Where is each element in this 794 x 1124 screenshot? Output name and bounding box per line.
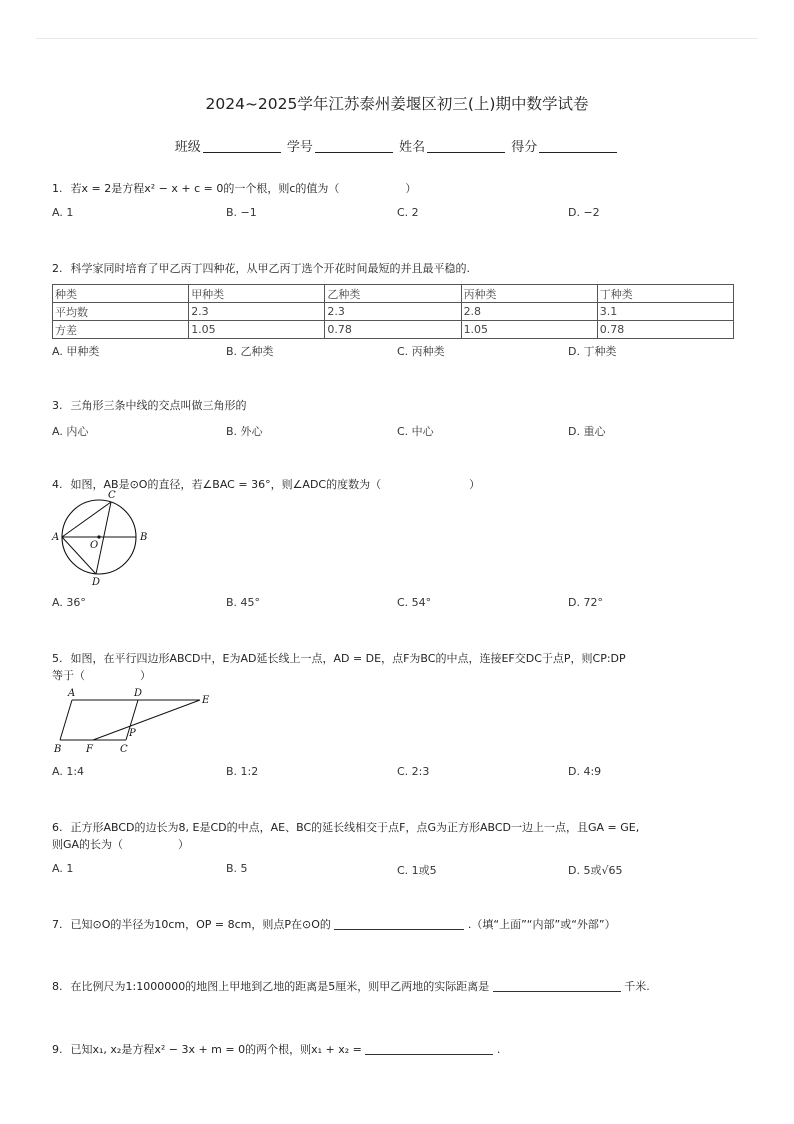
parallelogram-diagram: [50, 686, 220, 758]
q2-option-a[interactable]: A. 甲种类: [52, 345, 100, 358]
q5-option-a[interactable]: A. 1:4: [52, 765, 85, 778]
table-row: [53, 303, 734, 321]
question-2: 2. 科学家同时培育了甲乙丙丁四种花，从甲乙丙丁选个开花时间最短的并且最平稳的.: [52, 262, 470, 275]
question-6-text-line2: 则GA的长为（ ）: [52, 838, 190, 851]
question-1-text: 若x = 2是方程x² − x + c = 0的一个根，则c的值为（ ）: [70, 182, 417, 195]
question-8-text-after: 千米.: [624, 980, 650, 993]
point-d-label: D: [92, 577, 101, 588]
student-info-line: [0, 136, 794, 155]
point-c-label: C: [108, 490, 116, 501]
class-blank[interactable]: [203, 140, 281, 153]
table-cell: 乙种类: [325, 285, 461, 303]
q3-option-d[interactable]: D. 重心: [568, 425, 606, 438]
question-5-line2: [52, 667, 151, 683]
q4-option-d[interactable]: D. 72°: [568, 596, 603, 609]
table-cell: 种类: [53, 285, 189, 303]
top-rule: [36, 38, 758, 39]
question-5-text-line2: 等于（ ）: [52, 669, 151, 682]
q6-option-b[interactable]: B. 5: [226, 862, 248, 875]
name-label: 姓名: [399, 140, 426, 155]
question-5-text-line1: 如图，在平行四边形ABCD中，E为AD延长线上一点，AD = DE，点F为BC的中点，连接EF交DC于点P，则CP:DP: [70, 652, 626, 665]
table-cell: 0.78: [597, 321, 733, 339]
flower-data-table: [52, 284, 734, 339]
question-1: 1. 若x = 2是方程x² − x + c = 0的一个根，则c的值为（ ）: [52, 182, 417, 195]
q4-option-b[interactable]: B. 45°: [226, 596, 261, 609]
table-row: [53, 321, 734, 339]
score-label: 得分: [511, 140, 538, 155]
question-6-text-line1: 正方形ABCD的边长为8, E是CD的中点，AE、BC的延长线相交于点F，点G为正方形ABCD一边上一点，且GA = GE,: [70, 821, 640, 834]
point-a-label: A: [68, 688, 76, 699]
point-f-label: F: [86, 744, 93, 755]
q2-option-d[interactable]: D. 丁种类: [568, 345, 617, 358]
point-c-label: C: [120, 744, 128, 755]
table-cell: 平均数: [53, 303, 189, 321]
q4-option-a[interactable]: A. 36°: [52, 596, 86, 609]
q2-option-b[interactable]: B. 乙种类: [226, 345, 274, 358]
point-e-label: E: [202, 695, 210, 706]
q6-option-d[interactable]: D. 5或√65: [568, 864, 623, 877]
q4-option-c[interactable]: C. 54°: [397, 596, 432, 609]
question-2-text: 科学家同时培育了甲乙丙丁四种花，从甲乙丙丁选个开花时间最短的并且最平稳的.: [70, 262, 470, 275]
q1-option-a[interactable]: A. 1: [52, 206, 74, 219]
q9-answer-blank[interactable]: [365, 1043, 493, 1055]
q6-option-a[interactable]: A. 1: [52, 862, 74, 875]
table-cell: 0.78: [325, 321, 461, 339]
question-7-text-after: .（填“上面”“内部”或“外部”）: [467, 918, 616, 931]
table-cell: 2.3: [189, 303, 325, 321]
q6-option-c[interactable]: C. 1或5: [397, 864, 437, 877]
page-title: 2024~2025学年江苏泰州姜堰区初三(上)期中数学试卷: [205, 95, 589, 113]
name-blank[interactable]: [427, 140, 505, 153]
q5-option-b[interactable]: B. 1:2: [226, 765, 259, 778]
q8-answer-blank[interactable]: [493, 980, 621, 992]
q1-option-c[interactable]: C. 2: [397, 206, 419, 219]
q1-option-b[interactable]: B. −1: [226, 206, 257, 219]
table-cell: 1.05: [189, 321, 325, 339]
question-7-text: 已知⊙O的半径为10cm，OP = 8cm，则点P在⊙O的: [70, 918, 331, 931]
q5-option-c[interactable]: C. 2:3: [397, 765, 430, 778]
question-9-text-after: .: [496, 1043, 501, 1056]
table-cell: 丁种类: [597, 285, 733, 303]
question-4: 4. 如图，AB是⊙O的直径，若∠BAC = 36°，则∠ADC的度数为（ ）: [52, 478, 481, 491]
point-d-label: D: [134, 688, 143, 699]
question-6: 6. 正方形ABCD的边长为8, E是CD的中点，AE、BC的延长线相交于点F，点G为正方形ABCD一边上一点，且GA = GE,: [52, 821, 640, 834]
q7-answer-blank[interactable]: [334, 918, 464, 930]
question-4-text: 如图，AB是⊙O的直径，若∠BAC = 36°，则∠ADC的度数为（ ）: [70, 478, 481, 491]
class-label: 班级: [174, 140, 201, 155]
point-p-label: P: [129, 728, 136, 739]
score-blank[interactable]: [539, 140, 617, 153]
table-row: [53, 285, 734, 303]
question-3-text: 三角形三条中线的交点叫做三角形的: [70, 399, 247, 412]
q3-option-a[interactable]: A. 内心: [52, 425, 89, 438]
point-a-label: A: [52, 532, 60, 543]
point-b-label: B: [140, 532, 148, 543]
table-cell: 2.8: [461, 303, 597, 321]
table-cell: 3.1: [597, 303, 733, 321]
table-cell: 甲种类: [189, 285, 325, 303]
table-cell: 丙种类: [461, 285, 597, 303]
circle-diagram: [50, 488, 160, 588]
question-9-text: 已知x₁, x₂是方程x² − 3x + m = 0的两个根，则x₁ + x₂ =: [70, 1043, 362, 1056]
question-6-line2: [52, 836, 189, 852]
question-9: 9. 已知x₁, x₂是方程x² − 3x + m = 0的两个根，则x₁ + x₂ = .: [52, 1043, 501, 1056]
table-cell: 2.3: [325, 303, 461, 321]
question-3: 3. 三角形三条中线的交点叫做三角形的: [52, 399, 247, 412]
question-8-text: 在比例尺为1:1000000的地图上甲地到乙地的距离是5厘米，则甲乙两地的实际距离是: [70, 980, 490, 993]
question-7: 7. 已知⊙O的半径为10cm，OP = 8cm，则点P在⊙O的 .（填“上面”“内部”或“外部”）: [52, 918, 616, 931]
question-8: 8. 在比例尺为1:1000000的地图上甲地到乙地的距离是5厘米，则甲乙两地的实际距离是 千米.: [52, 980, 650, 993]
table-cell: 1.05: [461, 321, 597, 339]
q3-option-b[interactable]: B. 外心: [226, 425, 263, 438]
q2-option-c[interactable]: C. 丙种类: [397, 345, 445, 358]
student-id-label: 学号: [286, 140, 313, 155]
table-cell: 方差: [53, 321, 189, 339]
q5-option-d[interactable]: D. 4:9: [568, 765, 602, 778]
q1-option-d[interactable]: D. −2: [568, 206, 600, 219]
point-o-label: O: [90, 540, 99, 551]
question-5: 5. 如图，在平行四边形ABCD中，E为AD延长线上一点，AD = DE，点F为BC的中点，连接EF交DC于点P，则CP:DP: [52, 652, 626, 665]
q3-option-c[interactable]: C. 中心: [397, 425, 434, 438]
student-id-blank[interactable]: [315, 140, 393, 153]
point-b-label: B: [54, 744, 62, 755]
